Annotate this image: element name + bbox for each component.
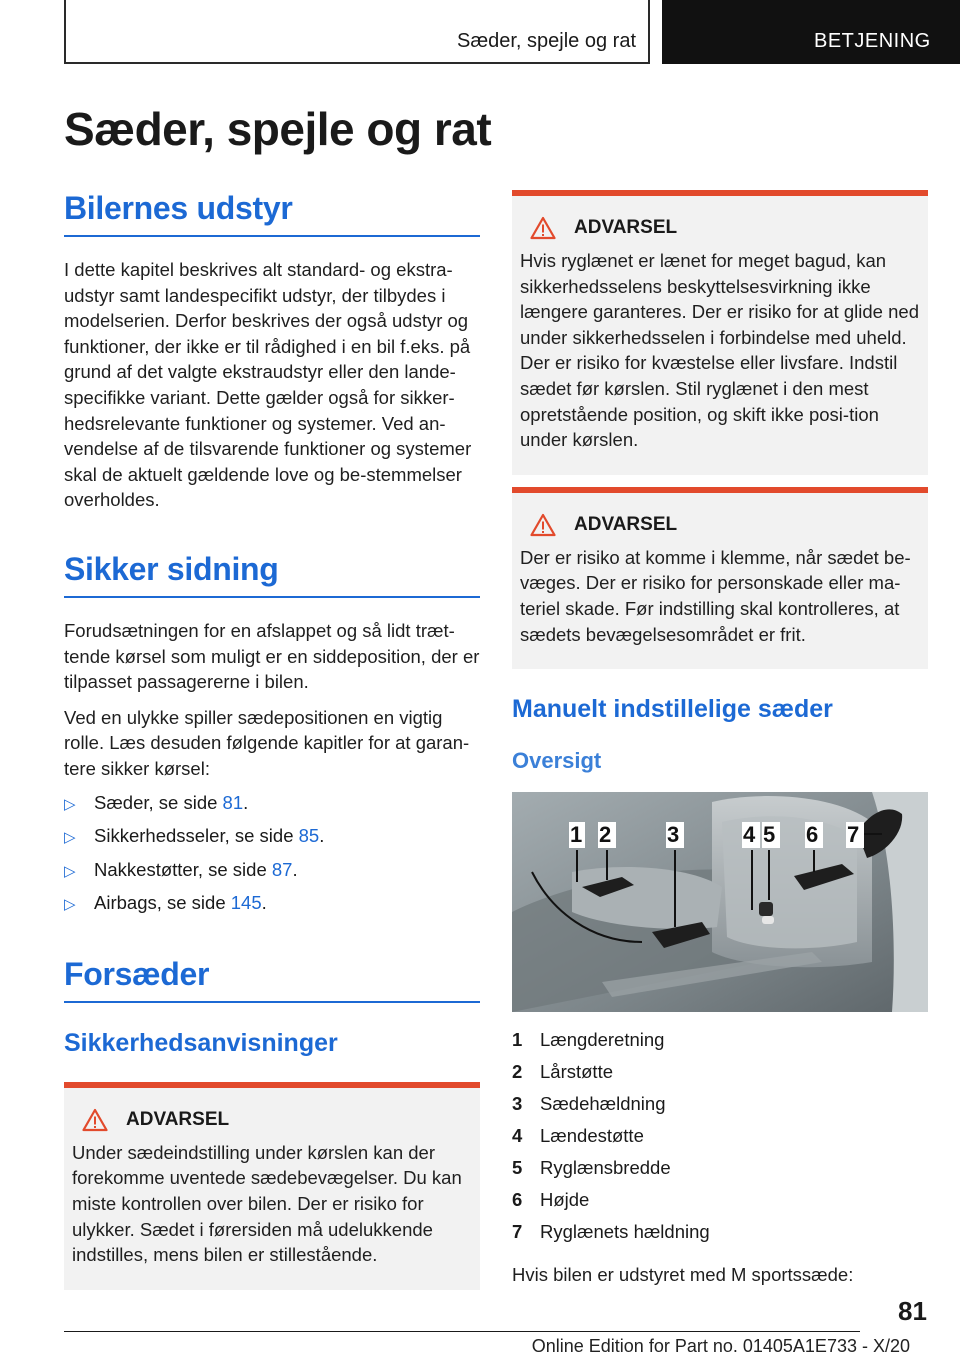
image-label-7: 7	[847, 822, 860, 848]
legend-label: Sædehældning	[540, 1093, 666, 1115]
legend-item	[512, 1120, 928, 1152]
warning-header	[72, 1108, 472, 1132]
legend-label: Ryglænsbredde	[540, 1157, 671, 1179]
footer-edition: Online Edition for Part no. 01405A1E733 - X/20	[531, 1336, 910, 1356]
image-label-1: 1	[570, 822, 583, 848]
legend-item	[512, 1216, 928, 1248]
heading-manual-seats: Manuelt indstillelige sæder	[512, 695, 833, 724]
triangle-bullet-icon: ▷	[64, 896, 76, 914]
warning-text: Under sædeindstilling under kørslen kan der forekomme uventede sædebevægelser. Du kan miste kontrollen over bilen. Der er risiko for ulykker. Sædet i førersiden må udelukkende indstilles, mens bilen er stillestående.	[72, 1141, 462, 1266]
heading-safety-notes: Sikkerhedsanvisninger	[64, 1028, 338, 1057]
legend-number: 3	[512, 1093, 523, 1115]
legend-item	[512, 1152, 928, 1184]
legend-label: Lårstøtte	[540, 1061, 613, 1083]
warning-label: ADVARSEL	[126, 1108, 230, 1130]
legend-item	[512, 1056, 928, 1088]
heading-front-seats: Forsæder	[64, 956, 480, 1003]
warning-triangle-icon	[82, 1108, 108, 1132]
seat-illustration	[512, 792, 928, 1012]
legend-number: 4	[512, 1125, 523, 1147]
warning-box	[512, 190, 928, 475]
chapter-reference-list	[64, 790, 480, 918]
paragraph-sport-seat: Hvis bilen er udstyret med M sportssæde:	[512, 1264, 854, 1286]
triangle-bullet-icon: ▷	[64, 862, 76, 880]
legend-number: 1	[512, 1029, 523, 1051]
page-link[interactable]: 81	[222, 791, 244, 813]
image-label-4: 4	[743, 822, 756, 848]
image-label-5: 5	[763, 822, 776, 848]
page-link[interactable]: 85	[298, 825, 320, 847]
list-item-end: .	[292, 858, 298, 880]
legend-number: 6	[512, 1189, 523, 1211]
list-item-text: Airbags, se side	[94, 892, 231, 914]
legend-label: Ryglænets hældning	[540, 1221, 710, 1243]
legend-item	[512, 1024, 928, 1056]
legend-label: Lændestøtte	[540, 1125, 644, 1147]
warning-box	[512, 487, 928, 669]
legend-number: 2	[512, 1061, 523, 1083]
header-chapter-box	[64, 0, 650, 64]
page-number: 81	[898, 1296, 927, 1326]
right-column	[512, 190, 928, 1288]
warning-label: ADVARSEL	[574, 217, 678, 238]
image-label-3: 3	[667, 822, 680, 848]
legend-label: Længderetning	[540, 1029, 665, 1051]
heading-equipment: Bilernes udstyr	[64, 190, 480, 237]
warning-triangle-icon	[530, 513, 556, 537]
page-link[interactable]: 87	[271, 858, 293, 880]
warning-header	[520, 216, 920, 240]
warning-box	[64, 1082, 480, 1290]
list-item	[64, 823, 480, 851]
image-label-6: 6	[806, 822, 819, 848]
page-link[interactable]: 145	[230, 892, 262, 914]
warning-text: Der er risiko at komme i klemme, når sædet be-væges. Der er risiko for personskade eller ma-teriel skade. Før indstilling skal kontrolleres, at sædets bevægelsesområdet er frit.	[520, 546, 911, 645]
legend-item	[512, 1184, 928, 1216]
list-item-end: .	[243, 791, 249, 813]
list-item	[64, 890, 480, 918]
warning-header	[520, 513, 920, 537]
header-chapter-title: Sæder, spejle og rat	[457, 30, 636, 52]
list-item-end: .	[319, 825, 325, 847]
footer-divider	[64, 1331, 860, 1332]
legend-label: Højde	[540, 1189, 590, 1211]
heading-overview: Oversigt	[512, 748, 602, 774]
left-column	[64, 190, 480, 1290]
seat-controls-legend	[512, 1024, 928, 1248]
paragraph-equipment: I dette kapitel beskrives alt standard- og ekstra-udstyr samt landespecifikt udstyr, der tilbydes i modelserien. Derfor beskrives der også udstyr og funktioner, der ikke er til rådighed i en bil f.eks. på grund af det valgte ekstraudstyr eller den lande-specifikke variant. Dette gælder også for sikker-hedsrelevante funktioner og systemer. Ved an-vendelse af de tilsvarende funktioner og systemer skal de aktuelt gældende love og be-stemmelser overholdes.	[64, 259, 472, 511]
list-item	[64, 857, 480, 885]
header-section-label: BETJENING	[814, 30, 931, 52]
list-item	[64, 790, 480, 818]
list-item-text: Sikkerhedsseler, se side	[94, 825, 299, 847]
image-label-2: 2	[599, 822, 612, 848]
warning-text: Hvis ryglænet er lænet for meget bagud, kan sikkerhedsselens beskyttelsesvirkning ikke længere garanteres. Der er risiko for at glide ned under sikkerhedsselen i forbindelse med uheld. Der er risiko for kvæstelse eller livsfare. Indstil sædet før kørslen. Stil ryglænet i den mest opretstående position, og skift ikke posi-tion under kørslen.	[520, 250, 919, 451]
list-item-text: Sæder, se side	[94, 791, 223, 813]
legend-number: 5	[512, 1157, 523, 1179]
list-item-text: Nakkestøtter, se side	[94, 858, 272, 880]
seat-controls-image	[512, 792, 928, 1012]
paragraph-safe-1: Forudsætningen for en afslappet og så lidt træt-tende kørsel som muligt er en siddeposition, der er tilpasset passagererne i bilen.	[64, 619, 480, 693]
heading-safe-seating: Sikker sidning	[64, 551, 480, 598]
list-item-end: .	[261, 892, 267, 914]
triangle-bullet-icon: ▷	[64, 829, 76, 847]
triangle-bullet-icon: ▷	[64, 795, 76, 813]
paragraph-safe-2: Ved en ulykke spiller sædepositionen en vigtig rolle. Læs desuden følgende kapitler for at garan-tere sikker kørsel:	[64, 706, 470, 779]
page-title: Sæder, spejle og rat	[64, 103, 492, 155]
warning-label: ADVARSEL	[574, 513, 678, 535]
warning-triangle-icon	[530, 216, 556, 240]
header-section-box	[662, 0, 960, 64]
legend-item	[512, 1088, 928, 1120]
legend-number: 7	[512, 1221, 523, 1243]
